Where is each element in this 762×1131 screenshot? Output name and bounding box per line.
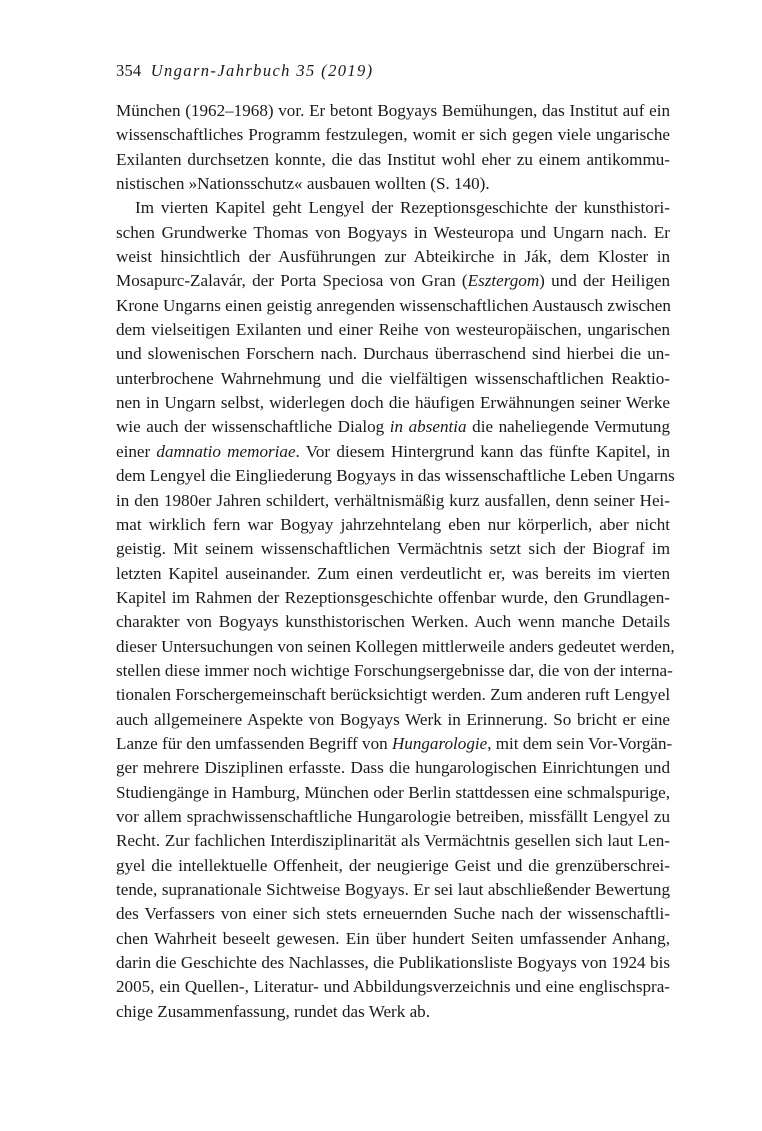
text-line: dem vielseitigen Exilanten und einer Reihe von westeuropäischen, ungarischen (116, 320, 670, 340)
text-line: und slowenischen Forschern nach. Durchaus überraschend sind hierbei die un- (116, 344, 670, 364)
text-line: charakter von Bogyays kunsthistorischen Werken. Auch wenn manche Details (116, 612, 670, 632)
text-line: geistig. Mit seinem wissenschaftlichen Vermächtnis setzt sich der Biograf im (116, 539, 670, 559)
text-line: unterbrochene Wahrnehmung und die vielfältigen wissenschaftlichen Reaktio- (116, 368, 670, 388)
body-text (116, 99, 675, 1024)
text-line: mat wirklich fern war Bogyay jahrzehntelang eben nur körperlich, aber nicht (116, 514, 670, 534)
text-line: letzten Kapitel auseinander. Zum einen verdeutlicht er, was bereits im vierten (116, 563, 670, 583)
text-line: tende, supranationale Sichtweise Bogyays. Er sei laut abschließender Bewertung (116, 880, 670, 899)
text-line: ger mehrere Disziplinen erfasste. Dass die hungarologischen Einrichtungen und (116, 758, 670, 778)
text-line: wie auch der wissenschaftliche Dialog in absentia die naheliegende Vermutung (116, 417, 671, 437)
emphasis: in absentia (389, 417, 467, 437)
text-line: München (1962–1968) vor. Er betont Bogyays Bemühungen, das Institut auf ein (116, 101, 670, 120)
text-line: dem Lengyel die Eingliederung Bogyays in das wissenschaftliche Leben Ungarns (116, 466, 675, 486)
text-line: vor allem sprachwissenschaftliche Hungarologie betreiben, missfällt Lengyel zu (116, 806, 670, 826)
running-head (116, 61, 374, 81)
text-line: Kapitel im Rahmen der Rezeptionsgeschichte offenbar wurde, den Grundlagen- (116, 587, 670, 607)
text-line: dieser Untersuchungen von seinen Kollegen mittlerweile anders gedeutet werden, (116, 636, 675, 656)
text-line: in den 1980er Jahren schildert, verhältnismäßig kurz ausfallen, denn seiner Hei- (116, 490, 670, 510)
text-line: Exilanten durchsetzen konnte, die das Institut wohl eher zu einem antikommu- (116, 149, 670, 169)
text-line: chige Zusammenfassung, rundet das Werk ab. (116, 1001, 430, 1021)
text-line: schen Grundwerke Thomas von Bogyays in Westeuropa und Ungarn nach. Er (116, 222, 670, 242)
text-line: einer damnatio memoriae. Vor diesem Hintergrund kann das fünfte Kapitel, in (116, 441, 670, 461)
journal-title: Ungarn-Jahrbuch 35 (2019) (150, 61, 374, 80)
text-line: Mosapurc-Zalavár, der Porta Speciosa von Gran (Esztergom) und der Heiligen (116, 271, 670, 291)
text-line: Krone Ungarns einen geistig anregenden wissenschaftlichen Austausch zwischen (116, 295, 671, 315)
emphasis: damnatio memoriae (156, 441, 296, 461)
emphasis: Hungarologie (391, 733, 488, 753)
text-line: auch allgemeinere Aspekte von Bogyays Werk in Erinnerung. So bricht er eine (116, 709, 670, 729)
text-line: nistischen »Nationsschutz« ausbauen wollten (S. 140). (116, 174, 490, 194)
text-line: Im vierten Kapitel geht Lengyel der Rezeptionsgeschichte der kunsthistori- (135, 198, 670, 218)
text-line: Studiengänge in Hamburg, München oder Berlin stattdessen eine schmalspurige, (116, 782, 670, 802)
text-line: nen in Ungarn selbst, widerlegen doch die häufigen Erwähnungen seiner Werke (116, 393, 670, 413)
text-line: chen Wahrheit beseelt gewesen. Ein über hundert Seiten umfassender Anhang, (116, 928, 670, 948)
text-line: weist hinsichtlich der Ausführungen zur Abteikirche in Ják, dem Kloster in (116, 247, 670, 267)
text-line: Lanze für den umfassenden Begriff von Hungarologie, mit dem sein Vor-Vorgän- (116, 733, 673, 753)
text-line: gyel die intellektuelle Offenheit, der neugierige Geist und die grenzüberschrei- (116, 855, 670, 875)
text-line: stellen diese immer noch wichtige Forschungsergebnisse dar, die von der interna- (116, 660, 673, 680)
text-line: wissenschaftliches Programm festzulegen, womit er sich gegen viele ungarische (116, 125, 670, 145)
text-line: des Verfassers von einer sich stets erneuernden Suche nach der wissenschaftli- (116, 904, 670, 924)
text-line: darin die Geschichte des Nachlasses, die Publikationsliste Bogyays von 1924 bis (116, 953, 670, 973)
page-number: 354 (116, 61, 142, 80)
text-line: Recht. Zur fachlichen Interdisziplinarität als Vermächtnis gesellen sich laut Len- (116, 831, 670, 851)
text-line: 2005, ein Quellen-, Literatur- und Abbildungsverzeichnis und eine englischspra- (116, 977, 670, 997)
emphasis: Esztergom (467, 271, 540, 291)
text-line: tionalen Forschergemeinschaft berücksichtigt werden. Zum anderen ruft Lengyel (116, 685, 671, 705)
